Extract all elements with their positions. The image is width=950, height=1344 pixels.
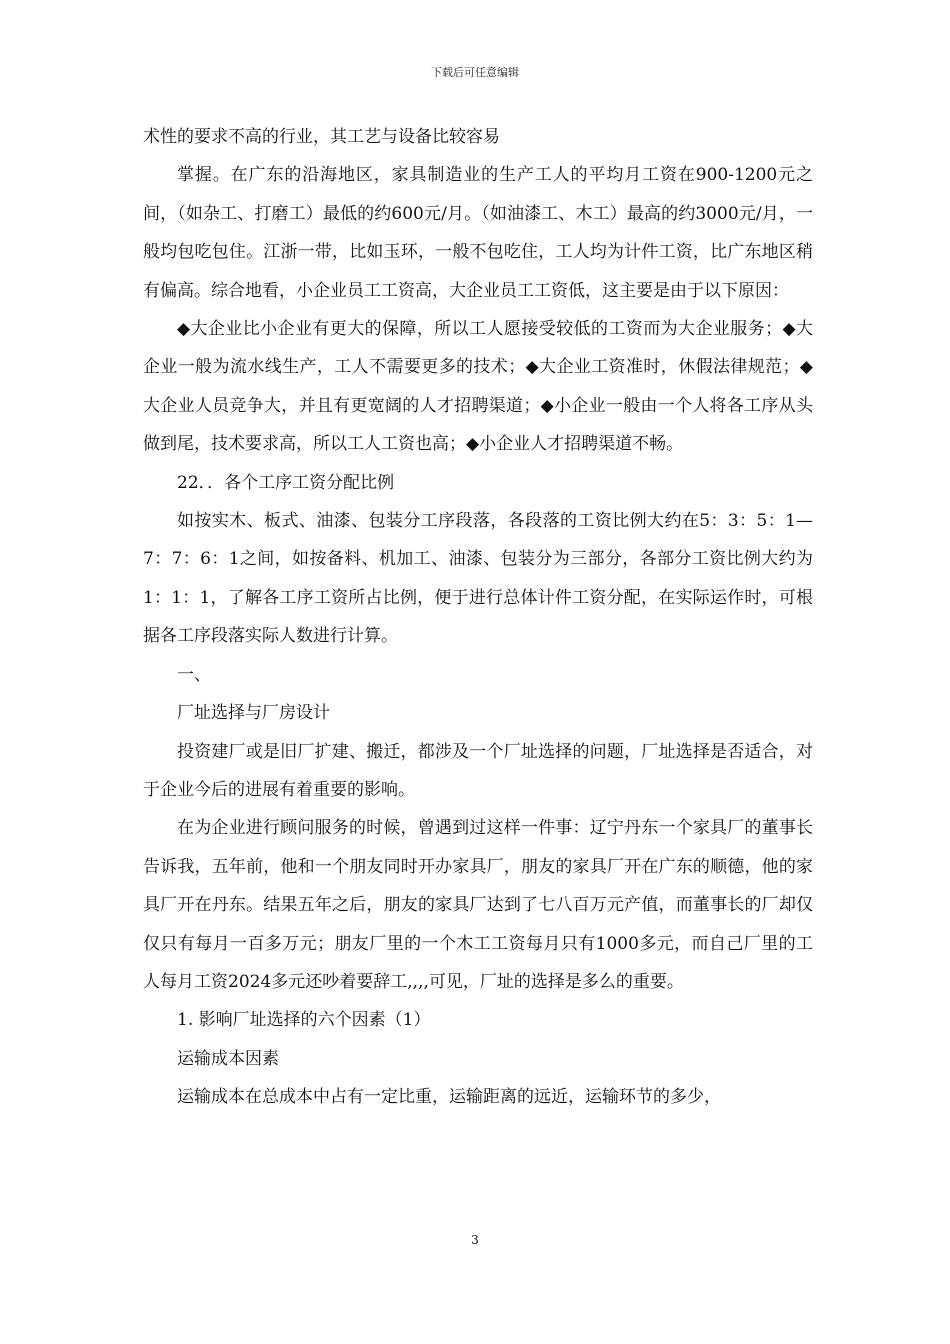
- paragraph-site-selection-intro: 投资建厂或是旧厂扩建、搬迁，都涉及一个厂址选择的问题，厂址选择是否适合，对于企业今后的进展有着重要的影响。: [143, 741, 813, 800]
- subheading-six-factors: 1. 影响厂址选择的六个因素（1）: [177, 1010, 431, 1031]
- paragraph-transport-cost: 运输成本在总成本中占有一定比重，运输距离的远近，运输环节的多少，: [177, 1087, 721, 1108]
- section-title-site-selection: 厂址选择与厂房设计: [177, 703, 330, 724]
- paragraph-wage-ratio: 如按实木、板式、油漆、包装分工序段落，各段落的工资比例大约在5：3：5：1—7：7：6：1之间，如按备料、机加工、油漆、包装分为三部分，各部分工资比例大约为1：1：1，了解各工序工资所占比例，便于进行总体计件工资分配，在实际运作时，可根据各工序段落实际人数进行计算。: [143, 511, 813, 647]
- page-number: 3: [471, 1233, 479, 1247]
- subheading-transport-cost: 运输成本因素: [177, 1048, 279, 1069]
- section-number: 一、: [177, 664, 211, 685]
- document-body: [143, 118, 813, 1117]
- paragraph-case-story: 在为企业进行顾问服务的时候，曾遇到过这样一件事：辽宁丹东一个家具厂的董事长告诉我，五年前，他和一个朋友同时开办家具厂，朋友的家具厂开在广东的顺德，他的家具厂开在丹东。结果五年之后，朋友的家具厂达到了七八百万元产值，而董事长的厂却仅仅只有每月一百多万元；朋友厂里的一个木工工资每月只有1000多元，而自己厂里的工人每月工资2024多元还吵着要辞工,,,,可见，厂址的选择是多么的重要。: [143, 818, 813, 992]
- section-heading-wage-ratio: 22．．各个工序工资分配比例: [177, 472, 395, 493]
- paragraph-wage-reasons: ◆大企业比小企业有更大的保障，所以工人愿接受较低的工资而为大企业服务；◆大企业一般为流水线生产，工人不需要更多的技术；◆大企业工资准时，休假法律规范；◆大企业人员竞争大，并且有更宽阔的人才招聘渠道；◆小企业一般由一个人将各工序从头做到尾，技术要求高，所以工人工资也高；◆小企业人才招聘渠道不畅。: [143, 319, 813, 455]
- page-header: 下载后可任意编辑: [431, 66, 519, 79]
- paragraph-wages-overview: 掌握。在广东的沿海地区，家具制造业的生产工人的平均月工资在900-1200元之间，（如杂工、打磨工）最低的约600元/月。（如油漆工、木工）最高的约3000元/月，一般均包吃包住。江浙一带，比如玉环，一般不包吃住，工人均为计件工资，比广东地区稍有偏高。综合地看，小企业员工工资高，大企业员工工资低，这主要是由于以下原因：: [143, 165, 813, 301]
- paragraph-continuation: 术性的要求不高的行业，其工艺与设备比较容易: [143, 127, 500, 147]
